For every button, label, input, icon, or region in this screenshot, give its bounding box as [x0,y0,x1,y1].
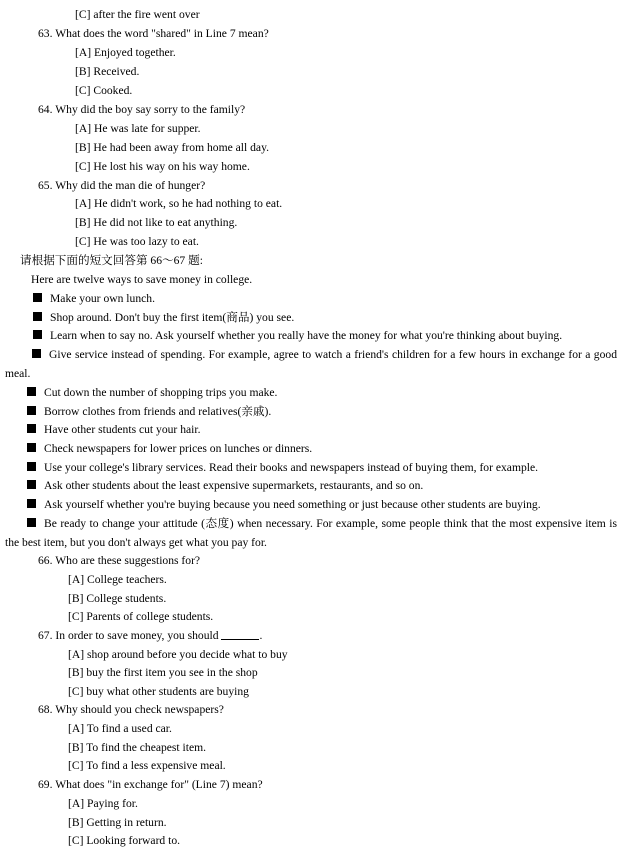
option-65c: [C] He was too lazy to eat. [75,235,199,248]
option-66b: [B] College students. [68,592,167,605]
option-62c: [C] after the fire went over [75,8,200,21]
section-instruction: 请根据下面的短文回答第 66～67 题: [20,254,203,267]
option-63c: [C] Cooked. [75,84,133,97]
question-68 [38,701,224,720]
option-64a: [A] He was late for supper. [75,122,201,135]
tip-item: Ask yourself whether you're buying because you need something or just because other students are buying. [27,496,541,515]
question-text: Why did the man die of hunger? [55,179,206,192]
tip-item: Check newspapers for lower prices on lunches or dinners. [27,440,312,459]
bullet-square-icon [33,293,42,302]
bullet-square-icon [33,330,42,339]
option-63a: [A] Enjoyed together. [75,46,176,59]
tip-item: Have other students cut your hair. [27,421,200,440]
question-text: What does "in exchange for" (Line 7) mean? [55,778,263,791]
option-69c: [C] Looking forward to. [68,834,181,847]
question-text: Who are these suggestions for? [55,554,201,567]
question-text: What does the word "shared" in Line 7 mean? [55,27,269,40]
tip-item: Give service instead of spending. For example, agree to watch a friend's children for a few hours in exchange for a good meal. [5,348,617,380]
question-number: 66. [38,554,53,567]
option-69b: [B] Getting in return. [68,816,167,829]
option-67a: [A] shop around before you decide what to buy [68,648,288,661]
option-64b: [B] He had been away from home all day. [75,141,270,154]
option-68c: [C] To find a less expensive meal. [68,759,226,772]
bullet-square-icon [27,443,36,452]
option-66c: [C] Parents of college students. [68,610,214,623]
bullet-square-icon [27,518,36,527]
question-number: 68. [38,703,53,716]
question-text: Why should you check newspapers? [55,703,224,716]
option-68a: [A] To find a used car. [68,722,172,735]
bullet-square-icon [32,349,41,358]
question-63 [38,25,269,44]
option-64c: [C] He lost his way on his way home. [75,160,250,173]
question-69 [38,776,263,795]
question-64 [38,101,245,120]
question-65 [38,177,205,196]
option-65a: [A] He didn't work, so he had nothing to eat. [75,197,283,210]
bullet-square-icon [27,387,36,396]
question-number: 65. [38,179,53,192]
option-68b: [B] To find the cheapest item. [68,741,207,754]
question-text: In order to save money, you should [55,629,219,642]
question-67: 67. In order to save money, you should . [38,629,263,642]
bullet-square-icon [27,424,36,433]
question-number: 69. [38,778,53,791]
tip-item: Borrow clothes from friends and relatives(亲戚). [27,403,271,422]
bullet-square-icon [33,312,42,321]
tip-item: Make your own lunch. [33,290,155,309]
tip-item: Learn when to say no. Ask yourself whether you really have the money for what you're thinking about buying. [33,327,562,346]
tip-item: Use your college's library services. Read their books and newspapers instead of buying them, for example. [27,459,538,478]
option-63b: [B] Received. [75,65,140,78]
bullet-square-icon [27,406,36,415]
option-69a: [A] Paying for. [68,797,138,810]
bullet-square-icon [27,480,36,489]
tip-item: Ask other students about the least expensive supermarkets, restaurants, and so on. [27,477,423,496]
option-67c: [C] buy what other students are buying [68,685,249,698]
question-number: 64. [38,103,53,116]
option-66a: [A] College teachers. [68,573,167,586]
question-number: 67. [38,629,53,642]
question-66 [38,552,200,571]
option-65b: [B] He did not like to eat anything. [75,216,238,229]
answer-blank [221,629,259,640]
question-text: Why did the boy say sorry to the family? [55,103,246,116]
passage-intro: Here are twelve ways to save money in college. [31,273,253,286]
bullet-square-icon [27,462,36,471]
bullet-square-icon [27,499,36,508]
tip-item: Shop around. Don't buy the first item(商品) you see. [33,309,294,328]
tip-item: Cut down the number of shopping trips you make. [27,384,277,403]
option-67b: [B] buy the first item you see in the shop [68,666,258,679]
tip-item: Be ready to change your attitude (态度) when necessary. For example, some people think that the most expensive item is the best item, but you don't always get what you pay for. [5,517,617,549]
question-number: 63. [38,27,53,40]
